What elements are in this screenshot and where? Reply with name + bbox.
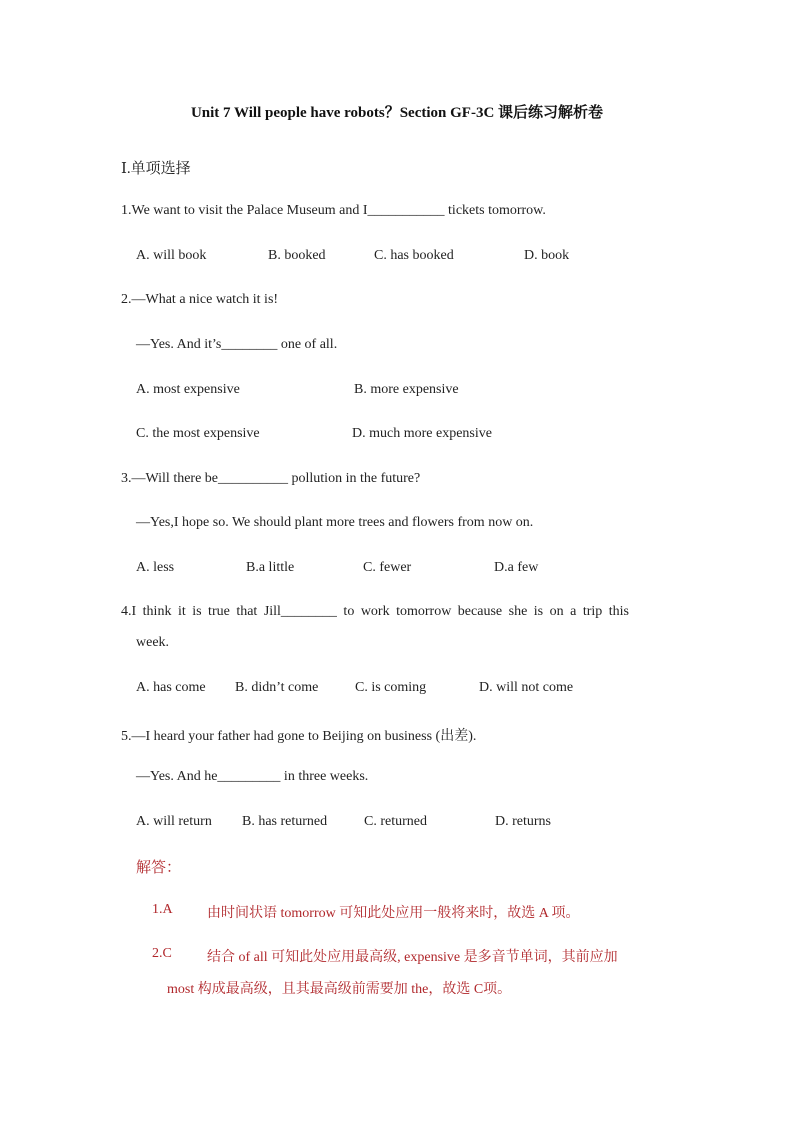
question-2-stem: 2.—What a nice watch it is! [121, 292, 279, 307]
answers-heading: 解答： [136, 860, 182, 876]
question-3-stem: 3.—Will there be__________ pollution in the future? [121, 471, 421, 486]
answer-2-number: 2.C [152, 946, 172, 961]
question-2-option-d: D. much more expensive [352, 426, 492, 441]
question-2-option-b: B. more expensive [354, 382, 459, 397]
answer-1-number: 1.A [152, 902, 173, 917]
question-4-option-d: D. will not come [479, 680, 574, 695]
question-5-option-d: D. returns [495, 814, 551, 829]
question-3-option-a: A. less [136, 560, 175, 575]
question-5-option-b: B. has returned [242, 814, 328, 829]
question-5-option-c: C. returned [364, 814, 427, 829]
question-4-option-b: B. didn’t come [235, 680, 319, 695]
question-3-option-d: D.a few [494, 560, 539, 575]
question-2-option-a: A. most expensive [136, 382, 240, 397]
question-2-option-c: C. the most expensive [136, 426, 260, 441]
section-heading: Ⅰ.单项选择 [121, 161, 191, 177]
answer-2-explanation: 结合 of all 可知此处应用最高级, expensive 是多音节单词，其前应加 [207, 950, 618, 965]
question-4-line-2: week. [136, 635, 170, 650]
answer-1-explanation: 由时间状语 tomorrow 可知此处应用一般将来时，故选 A 项。 [207, 906, 580, 921]
question-3-option-b: B.a little [246, 560, 295, 575]
question-1-option-a: A. will book [136, 248, 207, 263]
question-1-option-c: C. has booked [374, 248, 454, 263]
question-5-stem: 5.—I heard your father had gone to Beijing on business (出差). [121, 729, 477, 744]
question-5-option-a: A. will return [136, 814, 212, 829]
question-3-option-c: C. fewer [363, 560, 412, 575]
question-5-line-2: —Yes. And he_________ in three weeks. [136, 769, 369, 784]
question-2-line-2: —Yes. And it’s________ one of all. [136, 337, 338, 352]
question-1-option-b: B. booked [268, 248, 326, 263]
answer-2-explanation-cont: most 构成最高级，且其最高级前需要加 the，故选 C项。 [167, 982, 512, 997]
question-4-option-c: C. is coming [355, 680, 427, 695]
page-title: Unit 7 Will people have robots？Section GF-3C 课后练习解析卷 [190, 105, 604, 121]
question-1-stem: 1.We want to visit the Palace Museum and I___________ tickets tomorrow. [121, 203, 546, 218]
question-4-option-a: A. has come [136, 680, 206, 695]
question-3-line-2: —Yes,I hope so. We should plant more trees and flowers from now on. [136, 515, 534, 530]
question-1-option-d: D. book [524, 248, 570, 263]
question-4-stem: 4.I think it is true that Jill________ to work tomorrow because she is on a trip this [121, 604, 629, 619]
